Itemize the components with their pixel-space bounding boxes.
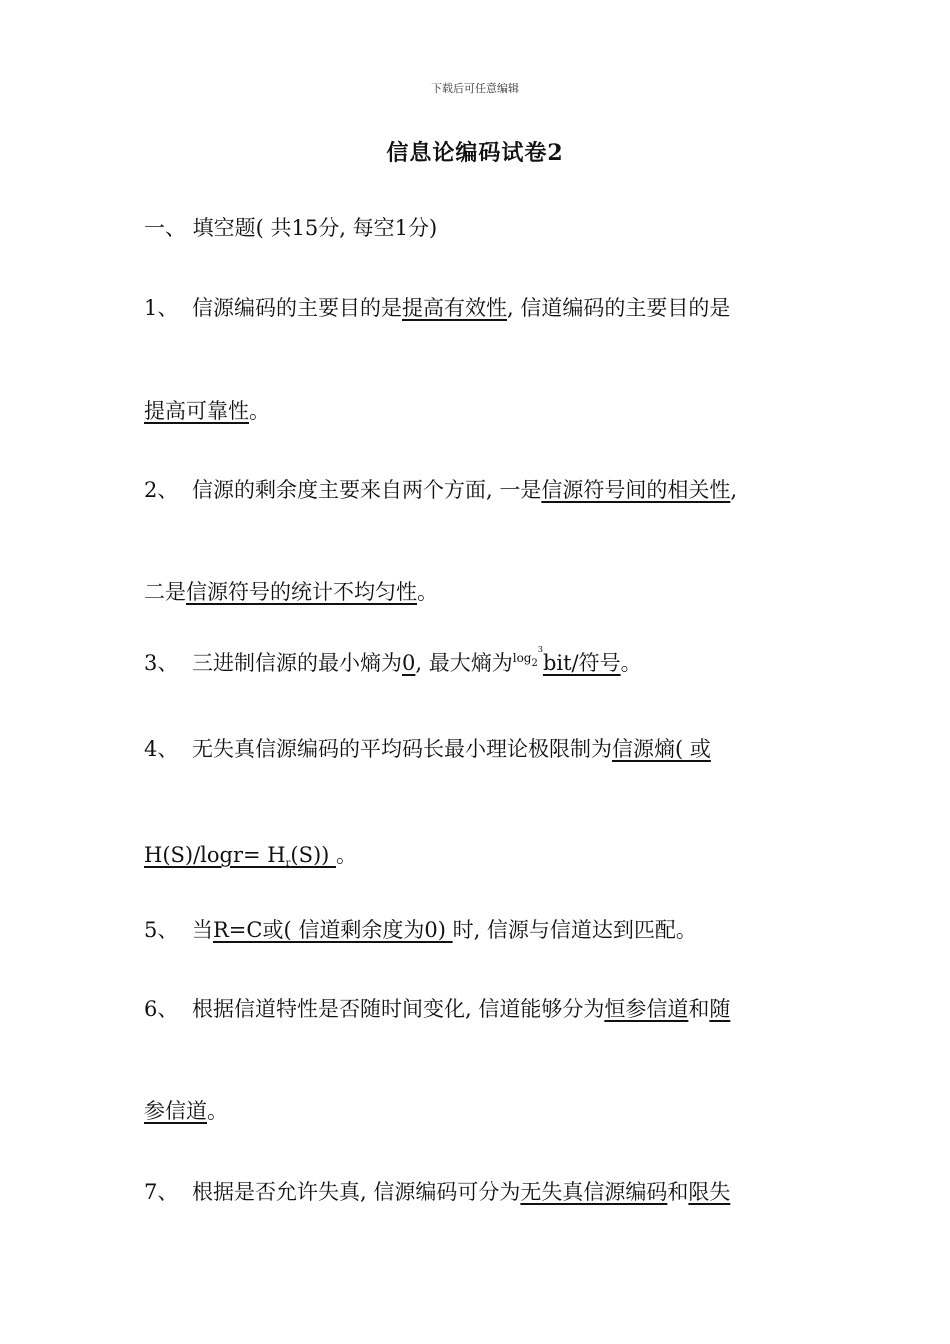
answer-blank: 限失 bbox=[688, 1180, 731, 1204]
question-text: 。 bbox=[336, 843, 358, 867]
question-number: 5、 bbox=[144, 918, 179, 942]
log-base: 2 bbox=[531, 658, 538, 669]
question-text: 。 bbox=[207, 1099, 228, 1123]
question-text: 。 bbox=[620, 651, 642, 675]
log-argument: 3 bbox=[537, 645, 543, 654]
question-6-line-2 bbox=[144, 1096, 228, 1126]
answer-blank: 随 bbox=[709, 997, 731, 1021]
answer-blank: bit/符号 bbox=[542, 651, 621, 675]
question-text: 根据是否允许失真, 信源编码可分为 bbox=[192, 1180, 521, 1204]
question-text: 。 bbox=[249, 399, 270, 423]
answer-blank: 恒参信道 bbox=[604, 997, 689, 1021]
answer-blank: 0 bbox=[402, 651, 416, 675]
question-7-line-1 bbox=[144, 1177, 730, 1207]
question-1-line-1 bbox=[144, 293, 730, 323]
answer-blank: R=C或( 信道剩余度为0) bbox=[213, 918, 453, 942]
question-text: 三进制信源的最小熵为 bbox=[192, 651, 402, 675]
question-text: , 信道编码的主要目的是 bbox=[507, 296, 731, 320]
question-number: 3、 bbox=[144, 651, 179, 675]
header-note: 下载后可任意编辑 bbox=[431, 82, 519, 95]
answer-blank: 信源符号间的相关性 bbox=[541, 478, 731, 502]
question-text: 和 bbox=[688, 997, 710, 1021]
page-title: 信息论编码试卷2 bbox=[386, 140, 564, 166]
question-2-line-1 bbox=[144, 475, 737, 505]
question-text: 当 bbox=[192, 918, 213, 942]
question-number: 6、 bbox=[144, 997, 179, 1021]
question-text: 和 bbox=[667, 1180, 689, 1204]
question-text: , 最大熵为 bbox=[415, 651, 513, 675]
question-text: 。 bbox=[417, 580, 438, 604]
answer-blank: H(S)/logr= Hr(S)) bbox=[144, 843, 337, 869]
question-text: 信源的剩余度主要来自两个方面, 一是 bbox=[192, 478, 542, 502]
answer-blank: 信源符号的统计不均匀性 bbox=[186, 580, 417, 604]
question-1-line-2 bbox=[144, 396, 270, 426]
question-2-line-2 bbox=[144, 577, 438, 607]
section-heading: 一、 填空题( 共15分, 每空1分) bbox=[144, 216, 438, 240]
question-text: 二是 bbox=[144, 580, 186, 604]
question-number: 7、 bbox=[144, 1180, 179, 1204]
answer-blank: 参信道 bbox=[144, 1099, 207, 1123]
question-number: 1、 bbox=[144, 296, 179, 320]
question-text: 根据信道特性是否随时间变化, 信道能够分为 bbox=[192, 997, 605, 1021]
question-6-line-1 bbox=[144, 994, 730, 1024]
question-5 bbox=[144, 915, 697, 945]
question-number: 4、 bbox=[144, 737, 179, 761]
question-text: 信源编码的主要目的是 bbox=[192, 296, 402, 320]
answer-blank: 信源熵( 或 bbox=[612, 737, 711, 761]
question-4-line-2 bbox=[144, 840, 357, 875]
answer-blank: 无失真信源编码 bbox=[520, 1180, 668, 1204]
question-number: 2、 bbox=[144, 478, 179, 502]
question-text: , bbox=[730, 478, 738, 502]
answer-blank: 提高有效性 bbox=[402, 296, 507, 320]
question-text: 无失真信源编码的平均码长最小理论极限制为 bbox=[192, 737, 612, 761]
question-4-line-1 bbox=[144, 734, 711, 764]
log-formula: log23 bbox=[512, 645, 543, 669]
answer-blank: 提高可靠性 bbox=[144, 399, 249, 423]
question-text: 时, 信源与信道达到匹配。 bbox=[452, 918, 697, 942]
subscript: r bbox=[285, 858, 291, 869]
question-3 bbox=[144, 645, 642, 683]
